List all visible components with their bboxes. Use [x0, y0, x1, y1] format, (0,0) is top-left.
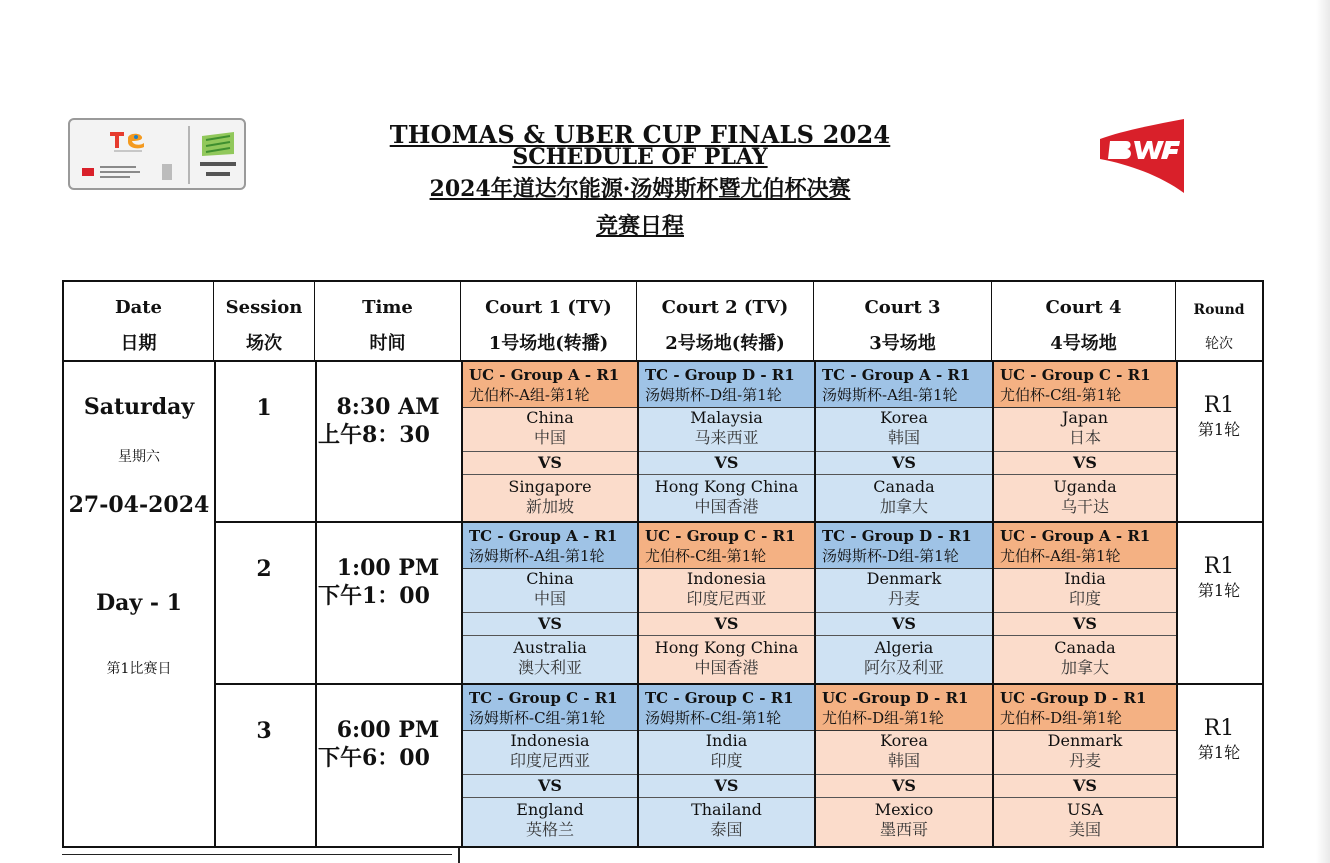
column-rule — [315, 360, 317, 846]
day-number-cn: 第1比赛日 — [106, 661, 172, 677]
team-home — [639, 569, 814, 609]
team-home — [639, 731, 814, 771]
team-home-en: Denmark — [866, 569, 942, 588]
team-home-cn: 中国 — [533, 428, 566, 447]
team-away — [639, 800, 814, 840]
match-group-cn: 尤伯杯-C组-第1轮 — [1000, 386, 1122, 404]
match-group-header — [463, 362, 637, 408]
team-home — [463, 569, 637, 609]
page-edge-shadow — [1316, 0, 1330, 863]
column-rule — [814, 360, 816, 846]
match-cell — [463, 362, 637, 521]
column-rule — [1176, 360, 1178, 846]
team-home — [994, 408, 1176, 448]
team-away-cn: 加拿大 — [879, 497, 928, 516]
team-away — [994, 638, 1176, 678]
team-home-en: Malaysia — [690, 408, 763, 427]
title-en: THOMAS & UBER CUP FINALS 2024 — [389, 120, 891, 149]
team-away-en: USA — [1067, 800, 1103, 819]
team-home-cn: 韩国 — [887, 751, 920, 770]
header-court-3: Court 3 3号场地 — [814, 282, 992, 360]
match-group-header — [463, 685, 637, 731]
team-home-cn: 印度 — [1068, 589, 1101, 608]
match-group-header — [816, 362, 992, 408]
session-time-cn: 上午8：30 — [318, 422, 430, 448]
schedule-table — [62, 280, 1264, 848]
team-away — [994, 800, 1176, 840]
team-away-cn: 新加坡 — [525, 497, 574, 516]
versus-label: VS — [639, 612, 814, 636]
team-away-en: Hong Kong China — [654, 477, 799, 496]
bwf-logo-icon — [1092, 117, 1188, 195]
title-cn: 2024年道达尔能源·汤姆斯杯暨尤伯杯决赛 — [429, 176, 851, 202]
team-away-cn: 中国香港 — [694, 658, 759, 677]
team-away-en: England — [516, 800, 584, 819]
team-home-cn: 丹麦 — [887, 589, 920, 608]
header-court-2: Court 2 (TV) 2号场地(转播) — [637, 282, 814, 360]
team-away-cn: 泰国 — [710, 820, 743, 839]
match-cell — [994, 362, 1176, 521]
versus-label: VS — [994, 774, 1176, 798]
round-cn: 第1轮 — [1197, 420, 1241, 439]
session-time-en: 6:00 PM — [336, 717, 440, 743]
team-away-cn: 澳大利亚 — [517, 658, 582, 677]
team-away — [994, 477, 1176, 517]
team-away-en: Australia — [513, 638, 587, 657]
team-home-en: Korea — [880, 408, 928, 427]
match-group-en: TC - Group D - R1 — [822, 527, 972, 545]
team-away — [639, 477, 814, 517]
match-group-en: TC - Group A - R1 — [469, 527, 618, 545]
team-home-cn: 丹麦 — [1068, 751, 1101, 770]
team-away — [816, 800, 992, 840]
team-home-cn: 日本 — [1068, 428, 1101, 447]
team-home-en: China — [526, 408, 574, 427]
match-cell — [994, 523, 1176, 683]
match-cell — [816, 685, 992, 846]
match-group-cn: 汤姆斯杯-A组-第1轮 — [469, 547, 605, 565]
team-away-en: Thailand — [691, 800, 762, 819]
match-group-cn: 尤伯杯-C组-第1轮 — [645, 547, 767, 565]
match-cell — [463, 523, 637, 683]
match-date: 27-04-2024 — [68, 492, 210, 518]
match-group-cn: 汤姆斯杯-A组-第1轮 — [822, 386, 958, 404]
team-away — [463, 477, 637, 517]
session-time-en: 8:30 AM — [336, 394, 440, 420]
team-home-en: Denmark — [1047, 731, 1123, 750]
session-time-en: 1:00 PM — [336, 555, 440, 581]
session-rule — [214, 521, 1262, 523]
team-away-cn: 阿尔及利亚 — [863, 658, 944, 677]
match-group-header — [994, 362, 1176, 408]
round-en: R1 — [1203, 393, 1235, 418]
team-home-en: Korea — [880, 731, 928, 750]
subtitle-en: SCHEDULE OF PLAY — [512, 144, 768, 170]
versus-label: VS — [639, 451, 814, 475]
header-time: Time 时间 — [315, 282, 461, 360]
match-group-header — [816, 523, 992, 569]
match-group-en: TC - Group C - R1 — [469, 689, 618, 707]
logo-divider — [188, 126, 190, 184]
match-group-cn: 尤伯杯-D组-第1轮 — [1000, 709, 1122, 727]
team-home-en: China — [526, 569, 574, 588]
match-cell — [639, 362, 814, 521]
versus-label: VS — [463, 451, 637, 475]
team-away-en: Algeria — [874, 638, 934, 657]
session-time-cn: 下午6：00 — [318, 745, 430, 771]
match-cell — [639, 523, 814, 683]
match-group-en: UC - Group A - R1 — [469, 366, 620, 384]
match-group-cn: 尤伯杯-D组-第1轮 — [822, 709, 944, 727]
team-away — [816, 477, 992, 517]
team-home — [639, 408, 814, 448]
versus-label: VS — [816, 774, 992, 798]
versus-label: VS — [463, 774, 637, 798]
match-group-en: TC - Group A - R1 — [822, 366, 971, 384]
team-home-en: Japan — [1061, 408, 1109, 427]
round-cn: 第1轮 — [1197, 581, 1241, 600]
match-cell — [463, 685, 637, 846]
match-group-en: UC -Group D - R1 — [1000, 689, 1147, 707]
weekday-cn: 星期六 — [118, 449, 160, 465]
team-home-en: Indonesia — [510, 731, 590, 750]
column-rule — [461, 360, 463, 846]
team-away-cn: 墨西哥 — [879, 820, 928, 839]
header-round: Round 轮次 — [1193, 302, 1245, 352]
team-away-cn: 英格兰 — [525, 820, 574, 839]
team-home — [816, 408, 992, 448]
team-home-cn: 印度尼西亚 — [686, 589, 767, 608]
chengdu-2024-logo-icon — [194, 126, 242, 184]
match-group-header — [463, 523, 637, 569]
versus-label: VS — [639, 774, 814, 798]
match-group-header — [639, 523, 814, 569]
team-away-cn: 美国 — [1068, 820, 1101, 839]
match-cell — [994, 685, 1176, 846]
team-away-cn: 乌干达 — [1060, 497, 1109, 516]
team-home — [816, 731, 992, 771]
match-cell — [816, 362, 992, 521]
session-number: 2 — [256, 556, 272, 582]
match-group-header — [994, 523, 1176, 569]
match-group-en: UC -Group D - R1 — [822, 689, 969, 707]
team-home-cn: 印度尼西亚 — [509, 751, 590, 770]
match-group-cn: 汤姆斯杯-C组-第1轮 — [645, 709, 782, 727]
team-home — [816, 569, 992, 609]
match-group-en: TC - Group D - R1 — [645, 366, 795, 384]
team-home — [994, 569, 1176, 609]
continuation-rule — [62, 854, 452, 855]
match-group-cn: 汤姆斯杯-C组-第1轮 — [469, 709, 606, 727]
session-time — [316, 555, 460, 611]
table-continuation — [62, 848, 1264, 863]
team-away-en: Uganda — [1053, 477, 1117, 496]
column-rule — [992, 360, 994, 846]
session-rule — [214, 683, 1262, 685]
team-away — [463, 800, 637, 840]
team-home-en: India — [1064, 569, 1106, 588]
team-away-cn: 加拿大 — [1060, 658, 1109, 677]
session-number: 3 — [256, 718, 272, 744]
team-away-en: Hong Kong China — [654, 638, 799, 657]
team-home-en: Indonesia — [686, 569, 767, 588]
session-time — [316, 394, 460, 450]
team-away-en: Mexico — [874, 800, 934, 819]
team-away — [639, 638, 814, 678]
team-away-en: Canada — [1054, 638, 1116, 657]
round-en: R1 — [1203, 554, 1235, 579]
team-away — [463, 638, 637, 678]
team-home-cn: 韩国 — [887, 428, 920, 447]
event-logo — [68, 118, 246, 190]
header-date: Date 日期 — [64, 282, 214, 360]
round-cn: 第1轮 — [1197, 743, 1241, 762]
session-time-cn: 下午1：00 — [318, 583, 430, 609]
match-group-header — [639, 362, 814, 408]
session-round — [1176, 553, 1262, 601]
session-number: 1 — [256, 395, 272, 421]
team-home — [994, 731, 1176, 771]
team-away-en: Singapore — [508, 477, 592, 496]
match-group-en: UC - Group A - R1 — [1000, 527, 1151, 545]
match-group-en: UC - Group C - R1 — [1000, 366, 1151, 384]
match-group-cn: 汤姆斯杯-D组-第1轮 — [822, 547, 959, 565]
session-round — [1176, 392, 1262, 440]
match-group-en: TC - Group C - R1 — [645, 689, 794, 707]
session-round — [1176, 715, 1262, 763]
match-group-header — [816, 685, 992, 731]
versus-label: VS — [994, 451, 1176, 475]
match-group-header — [994, 685, 1176, 731]
team-home — [463, 731, 637, 771]
versus-label: VS — [816, 612, 992, 636]
round-en: R1 — [1203, 716, 1235, 741]
weekday-en: Saturday — [83, 394, 195, 420]
thomas-uber-cup-mark-icon — [80, 162, 175, 182]
column-rule — [637, 360, 639, 846]
team-home — [463, 408, 637, 448]
header-session: Session 场次 — [214, 282, 315, 360]
match-cell — [639, 685, 814, 846]
team-away-cn: 中国香港 — [694, 497, 759, 516]
team-home-cn: 印度 — [710, 751, 743, 770]
header-court-4: Court 4 4号场地 — [992, 282, 1176, 360]
match-group-cn: 尤伯杯-A组-第1轮 — [1000, 547, 1121, 565]
subtitle-cn: 竞赛日程 — [595, 213, 684, 239]
match-group-header — [639, 685, 814, 731]
header-court-1: Court 1 (TV) 1号场地(转播) — [461, 282, 637, 360]
versus-label: VS — [994, 612, 1176, 636]
team-home-cn: 中国 — [533, 589, 566, 608]
date-column — [64, 362, 214, 846]
versus-label: VS — [463, 612, 637, 636]
column-rule — [214, 360, 216, 846]
match-cell — [816, 523, 992, 683]
continuation-rule — [458, 848, 460, 863]
day-number-en: Day - 1 — [96, 590, 182, 616]
versus-label: VS — [816, 451, 992, 475]
team-home-cn: 马来西亚 — [694, 428, 759, 447]
team-home-en: India — [705, 731, 748, 750]
match-group-cn: 汤姆斯杯-D组-第1轮 — [645, 386, 782, 404]
team-away — [816, 638, 992, 678]
match-group-en: UC - Group C - R1 — [645, 527, 796, 545]
match-group-cn: 尤伯杯-A组-第1轮 — [469, 386, 590, 404]
document-titles — [300, 118, 980, 243]
session-time — [316, 717, 460, 773]
team-away-en: Canada — [873, 477, 935, 496]
totalenergies-logo-icon — [100, 128, 156, 154]
